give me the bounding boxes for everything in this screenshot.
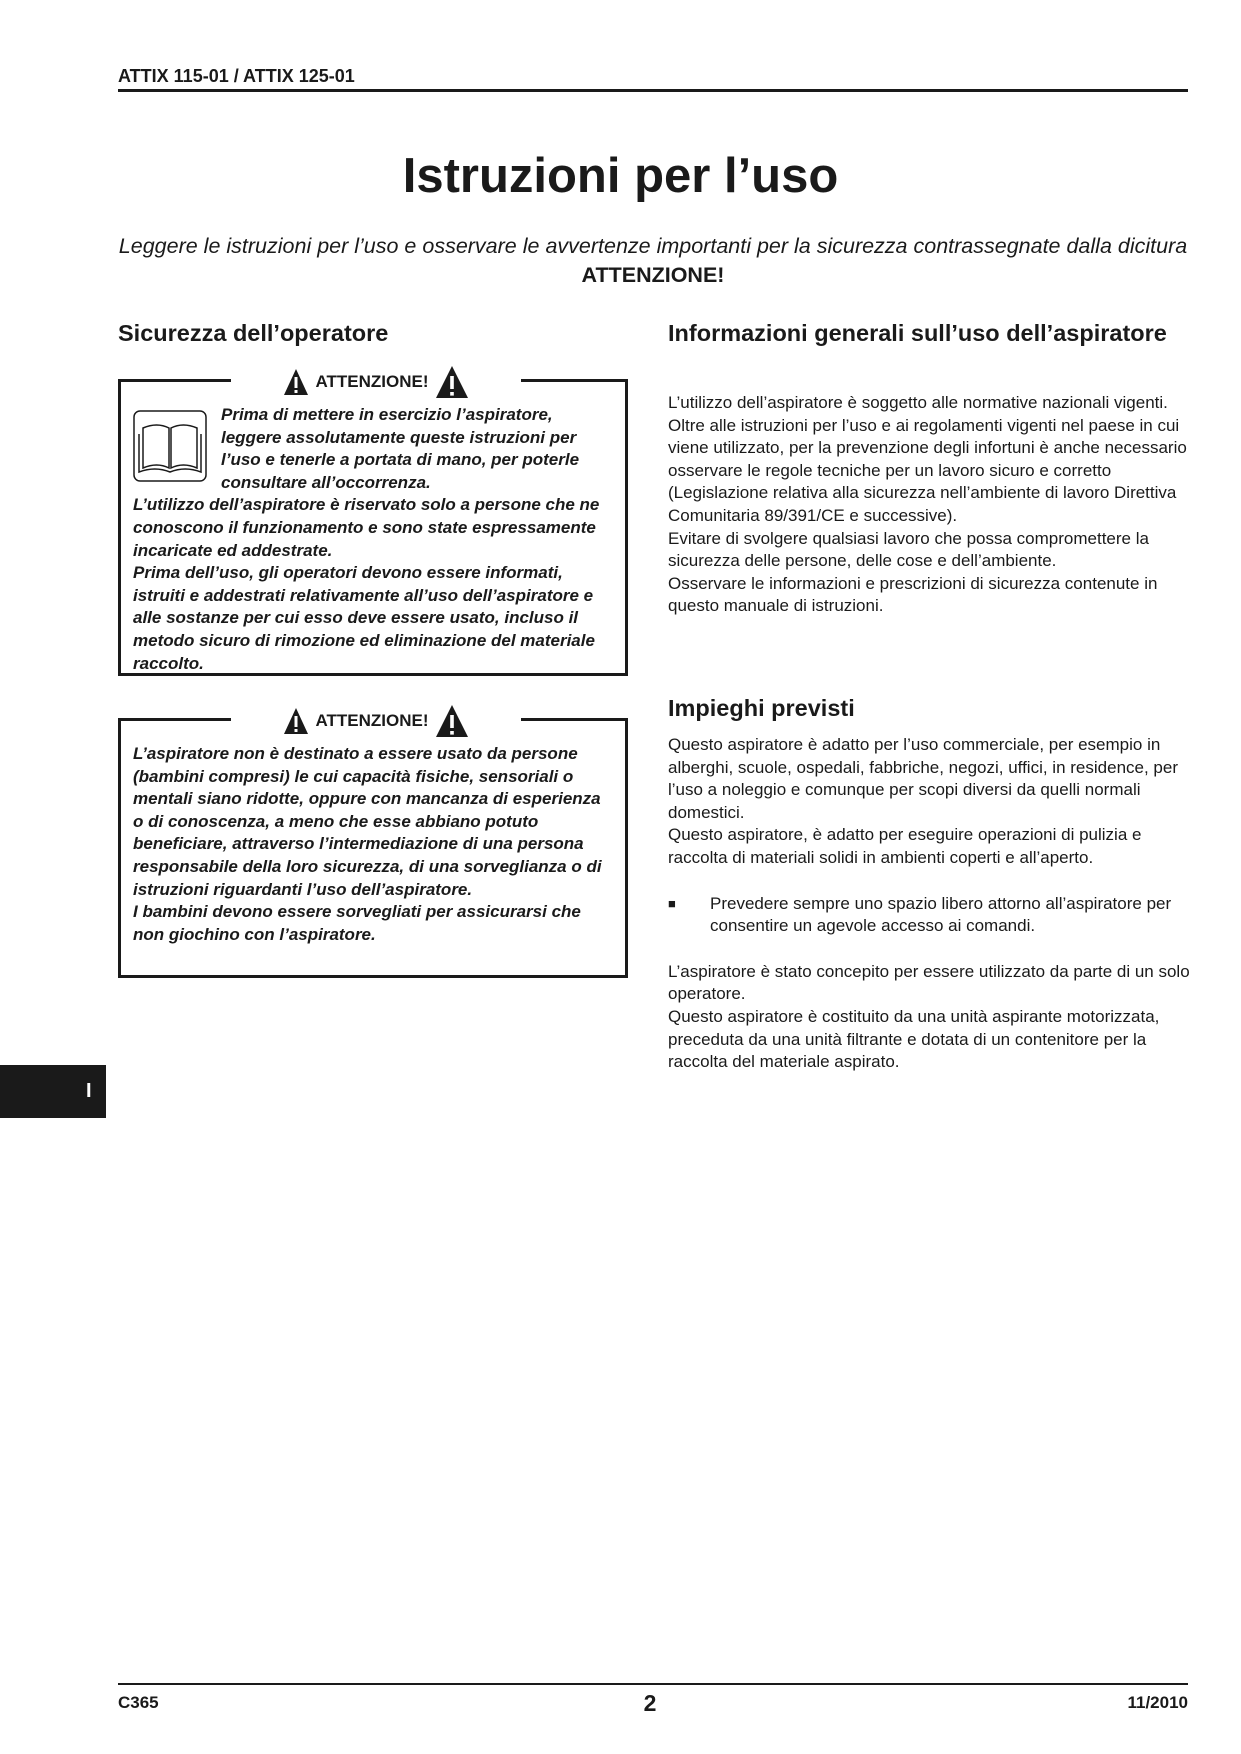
header-title: ATTIX 115-01 / ATTIX 125-01 [118,66,355,86]
section-heading-general-info: Informazioni generali sull’uso dell’aspiratore [668,320,1167,346]
warning-book-text: Prima di mettere in esercizio l’aspiratore, leggere assolutamente queste istruzioni per l’uso e tenerle a portata di mano, per poterle consultare all’occorrenza. [221,405,580,492]
warning-label: ATTENZIONE! [315,711,429,730]
footer-document-code: C365 [118,1693,159,1712]
subtitle-attention: ATTENZIONE! [581,263,725,287]
warning-triangle-icon [435,365,469,399]
warning-paragraph: L’aspiratore non è destinato a essere usato da persone (bambini compresi) le cui capacità fisiche, sensoriali o mentali siano ridotte, oppure con mancanza di esperienza o di conoscenza, a meno che esse abbiano potuto beneficiare, attraverso l’intermediazione di una persona responsabile della loro sicurezza, di una sorveglianza o di istruzioni riguardanti l’uso dell’aspiratore. [133,744,602,899]
body-paragraph: L’utilizzo dell’aspiratore è soggetto alle normative nazionali vigenti. [668,393,1168,412]
body-paragraph: Evitare di svolgere qualsiasi lavoro che possa compromettere la sicurezza delle persone, delle cose e dell’ambiente. [668,528,1149,571]
body-paragraph: Osservare le informazioni e prescrizioni di sicurezza contenute in questo manuale di istruzioni. [668,573,1158,616]
warning-paragraph: Prima dell’uso, gli operatori devono essere informati, istruiti e addestrati relativamente all’uso dell’aspiratore e alle sostanze per cui esso deve essere usato, incluso il metodo sicuro di rimozione ed eliminazione del materiale raccolto. [133,563,595,673]
page-title: Istruzioni per l’uso [402,149,839,203]
page-number: 2 [643,1690,657,1716]
body-paragraph: L’aspiratore è stato concepito per essere utilizzato da parte di un solo operatore. [668,961,1190,1004]
warning-triangle-icon [435,704,469,738]
language-side-tab: I [0,1065,106,1118]
open-book-icon [133,410,207,482]
bullet-text: Prevedere sempre uno spazio libero attorno all’aspiratore per consentire un agevole accesso ai comandi. [710,893,1172,936]
bullet-item [668,893,1190,938]
warning-header [231,704,521,738]
body-paragraph: Questo aspiratore, è adatto per eseguire operazioni di pulizia e raccolta di materiali solidi in ambienti coperti e all’aperto. [668,825,1142,867]
warning-box-2 [118,711,628,978]
section-heading-intended-use: Impieghi previsti [668,695,855,721]
warning-paragraph: I bambini devono essere sorvegliati per assicurarsi che non giochino con l’aspiratore. [133,902,581,944]
header-rule [118,89,1188,92]
general-info-body [668,392,1190,618]
page-subtitle [118,232,1188,290]
warning-triangle-icon [283,368,309,396]
warning-label: ATTENZIONE! [315,372,429,391]
intended-use-body [668,734,1190,1074]
manual-book-icon-wrap [133,404,221,494]
bullet-square-icon: ■ [668,895,676,911]
footer-rule [118,1683,1188,1685]
subtitle-text: Leggere le istruzioni per l’uso e osservare le avvertenze importanti per la sicurezza contrassegnate dalla dicitura [118,234,1188,258]
warning-triangle-icon [283,707,309,735]
body-paragraph: Questo aspiratore è adatto per l’uso commerciale, per esempio in alberghi, scuole, ospedali, fabbriche, negozi, uffici, in residence, per l’uso a noleggio e comunque per scopi diversi da quelli normali domestici. [668,735,1178,822]
footer-date: 11/2010 [1127,1693,1188,1712]
warning-paragraph: L’utilizzo dell’aspiratore è riservato solo a persone che ne conoscono il funzionamento e sono state espressamente incaricate ed addestrate. [133,495,600,560]
section-heading-operator-safety: Sicurezza dell’operatore [118,320,389,346]
warning-header [231,365,521,399]
body-paragraph: Questo aspiratore è costituito da una unità aspirante motorizzata, preceduta da una unità filtrante e dotata di un contenitore per la raccolta del materiale aspirato. [668,1006,1160,1072]
warning-box-1 [118,372,628,676]
body-paragraph: Oltre alle istruzioni per l’uso e ai regolamenti vigenti nel paese in cui viene utilizzato, per la prevenzione degli infortuni è anche necessario osservare le regole tecniche per un lavoro sicuro e corretto (Legislazione relativa alla sicurezza nell’ambiente di lavoro Direttiva Comunitaria 89/391/CE e successive). [668,415,1187,525]
